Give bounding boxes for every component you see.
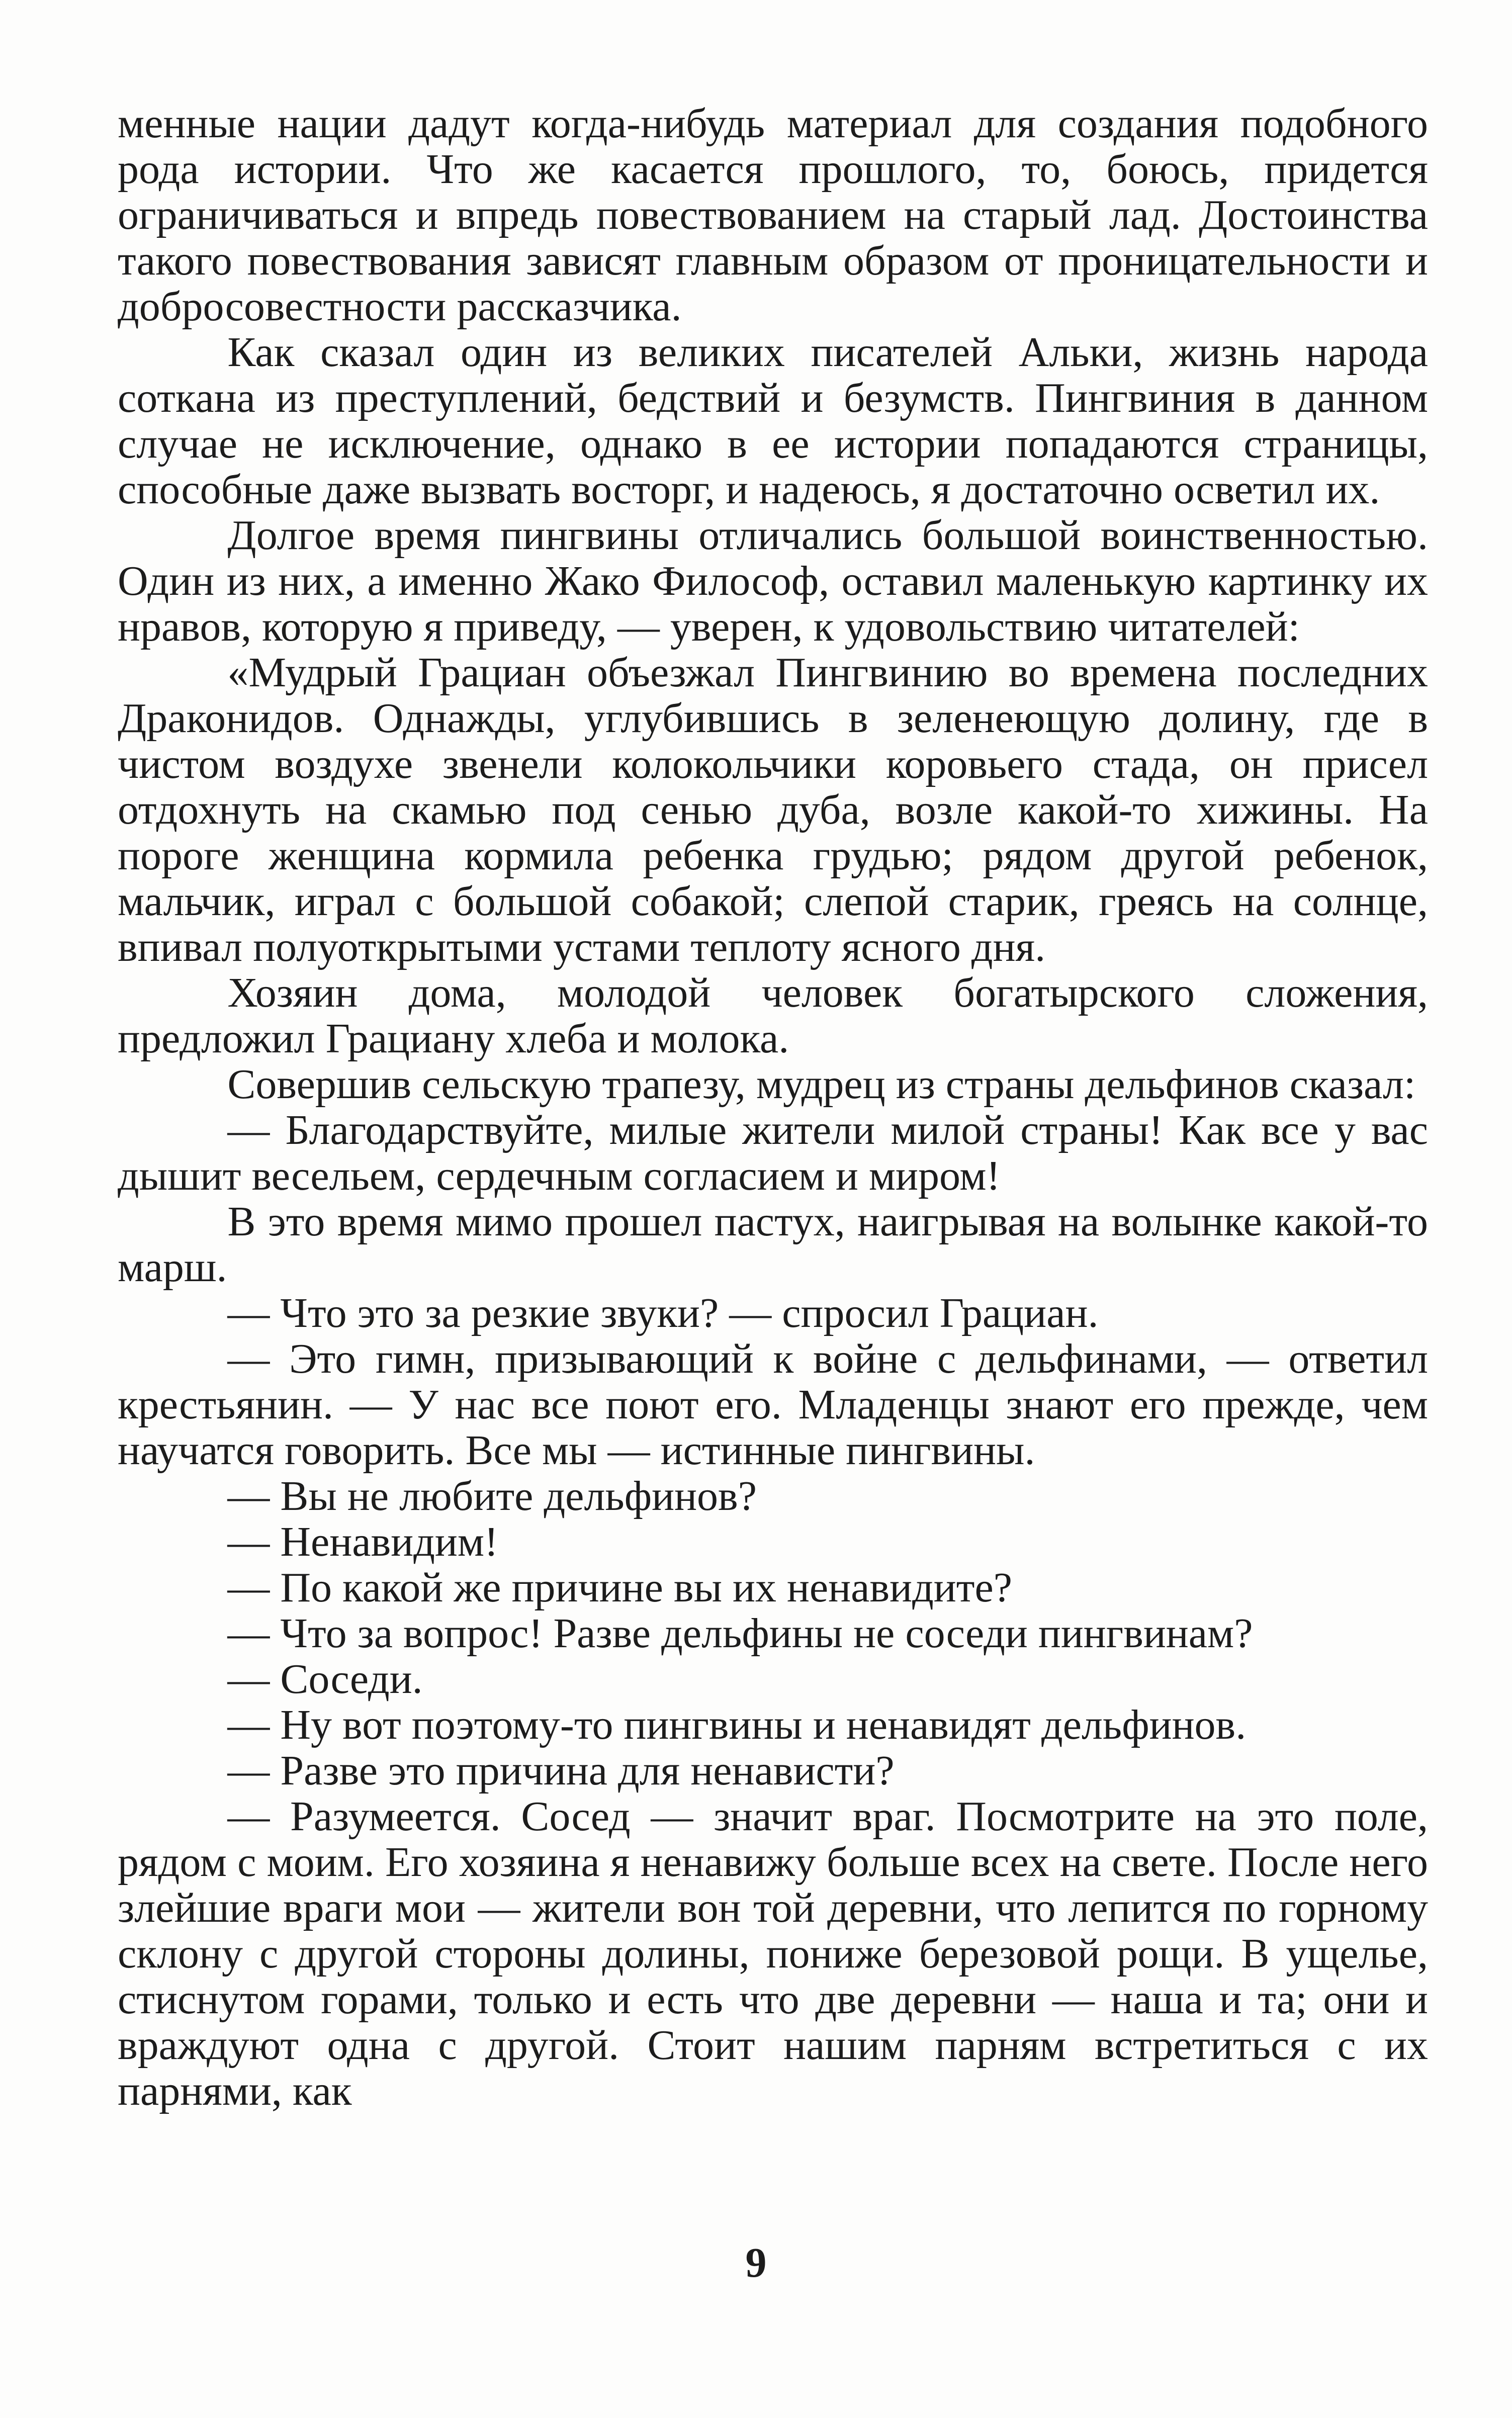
dialogue-line: — Соседи. (227, 1656, 423, 1703)
dialogue-line: — Разве это причина для ненависти? (227, 1747, 895, 1794)
paragraph: Совершив сельскую трапезу, мудрец из страны дельфинов сказал: (227, 1061, 1416, 1108)
dialogue-line: — Что за вопрос! Разве дельфины не соседи пингвинам? (227, 1610, 1253, 1657)
body-text (118, 101, 1428, 2114)
paragraph: В это время мимо прошел пастух, наигрывая на волынке какой-то марш. (118, 1198, 1428, 1291)
dialogue-line: — Что это за резкие звуки? — спросил Грациан. (227, 1290, 1099, 1336)
paragraph: Хозяин дома, молодой человек богатырского сложения, предложил Грациану хлеба и молока. (118, 969, 1428, 1062)
paragraph: Как сказал один из великих писателей Альки, жизнь народа соткана из преступлений, бедствий и безумств. Пингвиния в данном случае не исключение, однако в ее истории попадаются страницы, способные даже вызвать восторг, и надеюсь, я достаточно осветил их. (118, 329, 1428, 513)
dialogue-line: — Это гимн, призывающий к войне с дельфинами, — ответил крестьянин. — У нас все поют его. Младенцы знают его прежде, чем научатся говорить. Все мы — истинные пингвины. (118, 1335, 1428, 1474)
paragraph: «Мудрый Грациан объезжал Пингвинию во времена последних Драконидов. Однажды, углубившись в зеленеющую долину, где в чистом воздухе звенели колокольчики коровьего стада, он присел отдохнуть на скамью под сенью дуба, возле какой-то хижины. На пороге женщина кормила ребенка грудью; рядом другой ребенок, мальчик, играл с большой собакой; слепой старик, греясь на солнце, впивал полуоткрытыми устами теплоту ясного дня. (118, 649, 1428, 970)
dialogue-line: — По какой же причине вы их ненавидите? (227, 1564, 1013, 1611)
dialogue-line: — Ну вот поэтому-то пингвины и ненавидят дельфинов. (227, 1701, 1247, 1748)
paragraph: Долгое время пингвины отличались большой воинственностью. Один из них, а именно Жако Философ, оставил маленькую картинку их нравов, которую я приведу, — уверен, к удовольствию читателей: (118, 512, 1428, 650)
dialogue-line: — Ненавидим! (227, 1518, 499, 1565)
page-number: 9 (745, 2240, 767, 2286)
dialogue-line: — Разумеется. Сосед — значит враг. Посмотрите на это поле, рядом с моим. Его хозяина я ненавижу больше всех на свете. После него злейшие враги мои — жители вон той деревни, что лепится по горному склону с другой стороны долины, пониже березовой рощи. В ущелье, стиснутом горами, только и есть что две деревни — наша и та; они и враждуют одна с другой. Стоит нашим парням встретиться с их парнями, как (118, 1793, 1428, 2114)
dialogue-line: — Благодарствуйте, милые жители милой страны! Как все у вас дышит весельем, сердечным согласием и миром! (118, 1107, 1428, 1199)
dialogue-line: — Вы не любите дельфинов? (227, 1473, 757, 1519)
paragraph: менные нации дадут когда-нибудь материал для создания подобного рода истории. Что же касается прошлого, то, боюсь, придется ограничиваться и впредь повествованием на старый лад. Достоинства такого повествования зависят главным образом от проницательности и добросовестности рассказчика. (118, 100, 1428, 330)
